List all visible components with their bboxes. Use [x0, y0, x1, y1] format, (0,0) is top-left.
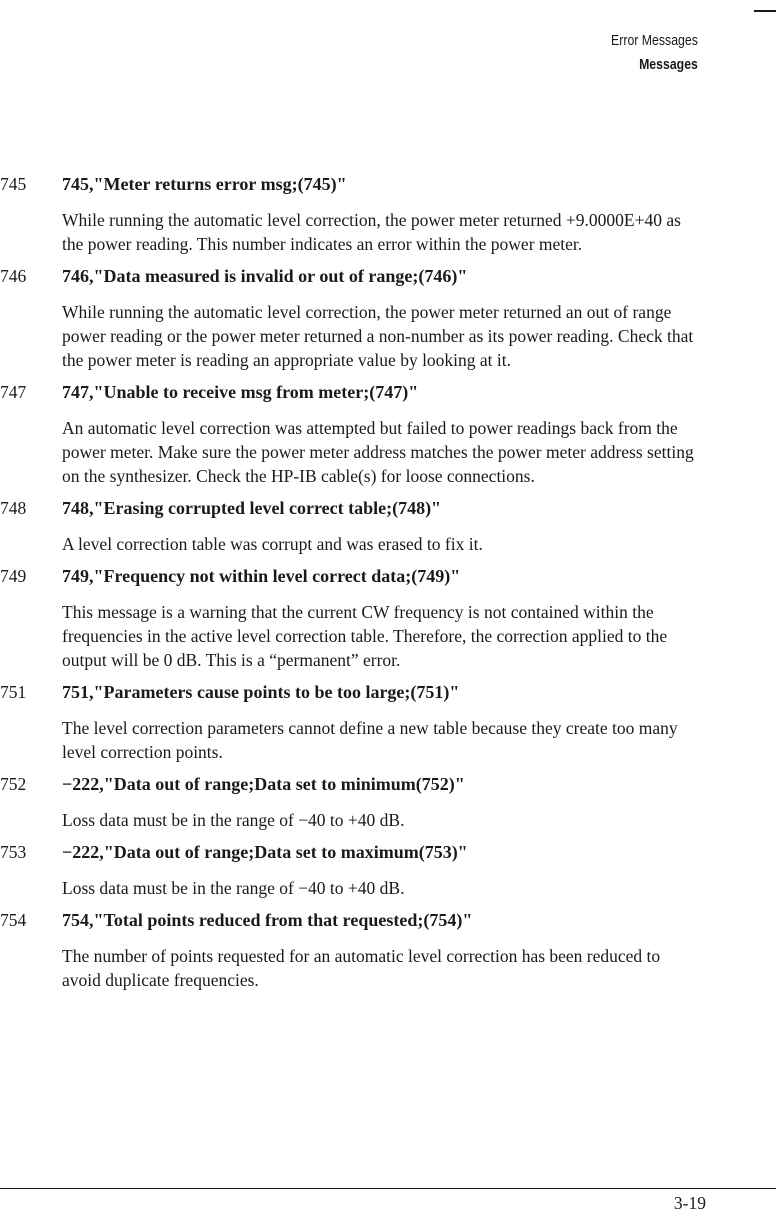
footer-divider	[0, 1188, 776, 1189]
message-description: This message is a warning that the current CW frequency is not contained within the frequencies in the active level correction table. Therefore, the correction applied to the output will be 0 dB. This is a “permanent” error.	[62, 602, 668, 670]
message-heading	[0, 772, 776, 797]
message-code: 746	[0, 266, 27, 286]
message-heading	[0, 264, 776, 289]
message-entry-748	[0, 496, 776, 556]
page-edge-mark	[754, 10, 776, 12]
message-description: Loss data must be in the range of −40 to +40 dB.	[62, 878, 405, 898]
error-message-list	[0, 172, 776, 1000]
message-heading	[0, 380, 776, 405]
message-entry-747	[0, 380, 776, 488]
message-heading	[0, 908, 776, 933]
message-title: 748,"Erasing corrupted level correct table;(748)"	[62, 498, 442, 518]
message-entry-752	[0, 772, 776, 832]
message-description: While running the automatic level correction, the power meter returned +9.0000E+40 as the power reading. This number indicates an error within the power meter.	[62, 210, 681, 254]
message-heading	[0, 496, 776, 521]
message-code: 745	[0, 174, 27, 194]
header-page-title: Messages	[639, 56, 698, 73]
message-code: 747	[0, 382, 27, 402]
message-entry-754	[0, 908, 776, 992]
message-title: 745,"Meter returns error msg;(745)"	[62, 174, 347, 194]
message-description: While running the automatic level correction, the power meter returned an out of range power reading or the power meter returned a non-number as its power reading. Check that the power meter is reading an appropriate value by looking at it.	[62, 302, 694, 370]
message-title: −222,"Data out of range;Data set to maximum(753)"	[62, 842, 468, 862]
message-code: 749	[0, 566, 27, 586]
message-title: 749,"Frequency not within level correct data;(749)"	[62, 566, 461, 586]
message-description: The level correction parameters cannot define a new table because they create too many level correction points.	[62, 718, 678, 762]
message-heading	[0, 840, 776, 865]
message-description: The number of points requested for an automatic level correction has been reduced to avoid duplicate frequencies.	[62, 946, 661, 990]
message-description: An automatic level correction was attempted but failed to power readings back from the power meter. Make sure the power meter address matches the power meter address setting on the synthesizer. Check the HP-IB cable(s) for loose connections.	[62, 418, 694, 486]
message-code: 751	[0, 682, 27, 702]
message-entry-749	[0, 564, 776, 672]
message-code: 754	[0, 910, 27, 930]
message-entry-753	[0, 840, 776, 900]
message-title: −222,"Data out of range;Data set to minimum(752)"	[62, 774, 465, 794]
header-section-title: Error Messages	[611, 32, 698, 49]
message-title: 747,"Unable to receive msg from meter;(747)"	[62, 382, 419, 402]
message-code: 753	[0, 842, 27, 862]
running-header	[592, 33, 698, 72]
page-number: 3-19	[673, 1193, 706, 1213]
message-description: A level correction table was corrupt and was erased to fix it.	[62, 534, 483, 554]
message-entry-751	[0, 680, 776, 764]
message-title: 754,"Total points reduced from that requested;(754)"	[62, 910, 473, 930]
message-heading	[0, 172, 776, 197]
message-entry-746	[0, 264, 776, 372]
message-heading	[0, 680, 776, 705]
message-entry-745	[0, 172, 776, 256]
message-heading	[0, 564, 776, 589]
message-code: 748	[0, 498, 27, 518]
message-description: Loss data must be in the range of −40 to +40 dB.	[62, 810, 405, 830]
message-title: 751,"Parameters cause points to be too large;(751)"	[62, 682, 460, 702]
message-code: 752	[0, 774, 27, 794]
message-title: 746,"Data measured is invalid or out of range;(746)"	[62, 266, 468, 286]
